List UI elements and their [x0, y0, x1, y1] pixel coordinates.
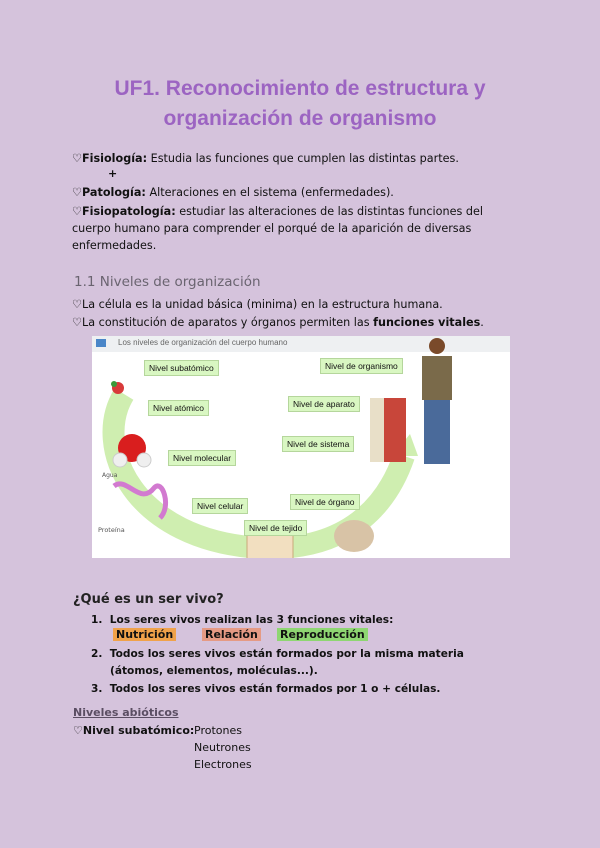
book-icon	[96, 339, 106, 347]
def-cont-2: enfermedades.	[72, 239, 157, 252]
label-sistema: Nivel de sistema	[282, 436, 354, 452]
person-shirt-icon	[422, 356, 452, 400]
page-title	[40, 74, 560, 134]
title-line-1: UF1. Reconocimiento de estructura y	[114, 77, 486, 100]
person-head-icon	[429, 338, 445, 354]
list-item-3	[91, 681, 440, 698]
title-line-2: organización de organismo	[163, 107, 437, 130]
list-number: 2.	[91, 648, 103, 660]
label-agua: Agua	[102, 472, 118, 479]
def-fisiopatologia	[72, 203, 483, 220]
label-celular: Nivel celular	[192, 498, 248, 514]
definition: Estudia las funciones que cumplen las distintas partes.	[147, 152, 459, 165]
def-fisiologia	[72, 150, 459, 167]
bullet-celula: ♡La célula es la unidad básica (minima) en la estructura humana.	[72, 298, 443, 311]
label-tejido: Nivel de tejido	[244, 520, 307, 536]
muscle-figure-icon	[384, 398, 406, 462]
chip-relacion: Relación	[202, 628, 261, 641]
def-patologia	[72, 184, 394, 201]
person-jeans-icon	[424, 400, 450, 464]
list-item-2	[91, 646, 464, 663]
diagram-header: Los niveles de organización del cuerpo humano	[118, 338, 288, 347]
particle-neutrones: Neutrones	[194, 741, 251, 754]
label-organismo: Nivel de organismo	[320, 358, 403, 374]
definition: estudiar las alteraciones de las distintas funciones del	[175, 205, 483, 218]
organization-diagram	[92, 336, 510, 558]
plus-sign: +	[108, 167, 118, 180]
label-atomico: Nivel atómico	[148, 400, 209, 416]
list-text: Todos los seres vivos están formados por la misma materia	[109, 648, 464, 660]
list-text: Todos los seres vivos están formados por 1 o + células.	[109, 683, 441, 695]
term: ♡Patología:	[72, 186, 146, 199]
list-item-2-cont: (átomos, elementos, moléculas...).	[110, 665, 318, 677]
bold-text: funciones vitales	[373, 316, 481, 329]
text: .	[480, 316, 484, 329]
bullet-funciones	[72, 314, 484, 331]
list-number: 3.	[91, 683, 103, 695]
question-heading: ¿Qué es un ser vivo?	[73, 592, 224, 607]
brain-skull-icon	[334, 520, 374, 552]
list-text: Los seres vivos realizan las 3 funciones vitales:	[109, 614, 394, 626]
text: ♡La constitución de aparatos y órganos permiten las	[72, 316, 374, 329]
def-cont-1: cuerpo humano para comprender el porqué de la aparición de diversas	[72, 222, 472, 235]
label-subatomico: Nivel subatómico	[144, 360, 219, 376]
particle-electrones: Electrones	[194, 758, 252, 771]
abioticos-heading: Niveles abióticos	[73, 706, 179, 719]
label-molecular: Nivel molecular	[168, 450, 236, 466]
section-heading: 1.1 Niveles de organización	[74, 274, 261, 290]
definition: Alteraciones en el sistema (enfermedades).	[145, 186, 394, 199]
chip-nutricion: Nutrición	[113, 628, 176, 641]
particle-protones: Protones	[194, 724, 242, 737]
term: ♡Fisiopatología:	[72, 205, 176, 218]
label-proteina: Proteína	[98, 526, 125, 534]
label-aparato: Nivel de aparato	[288, 396, 360, 412]
chip-reproduccion: Reproducción	[277, 628, 368, 641]
label-organo: Nivel de órgano	[290, 494, 360, 510]
subatomico-term: ♡Nivel subatómico:	[73, 724, 195, 737]
list-item-1	[91, 612, 393, 629]
term: ♡Fisiología:	[72, 152, 148, 165]
list-number: 1.	[91, 614, 103, 626]
